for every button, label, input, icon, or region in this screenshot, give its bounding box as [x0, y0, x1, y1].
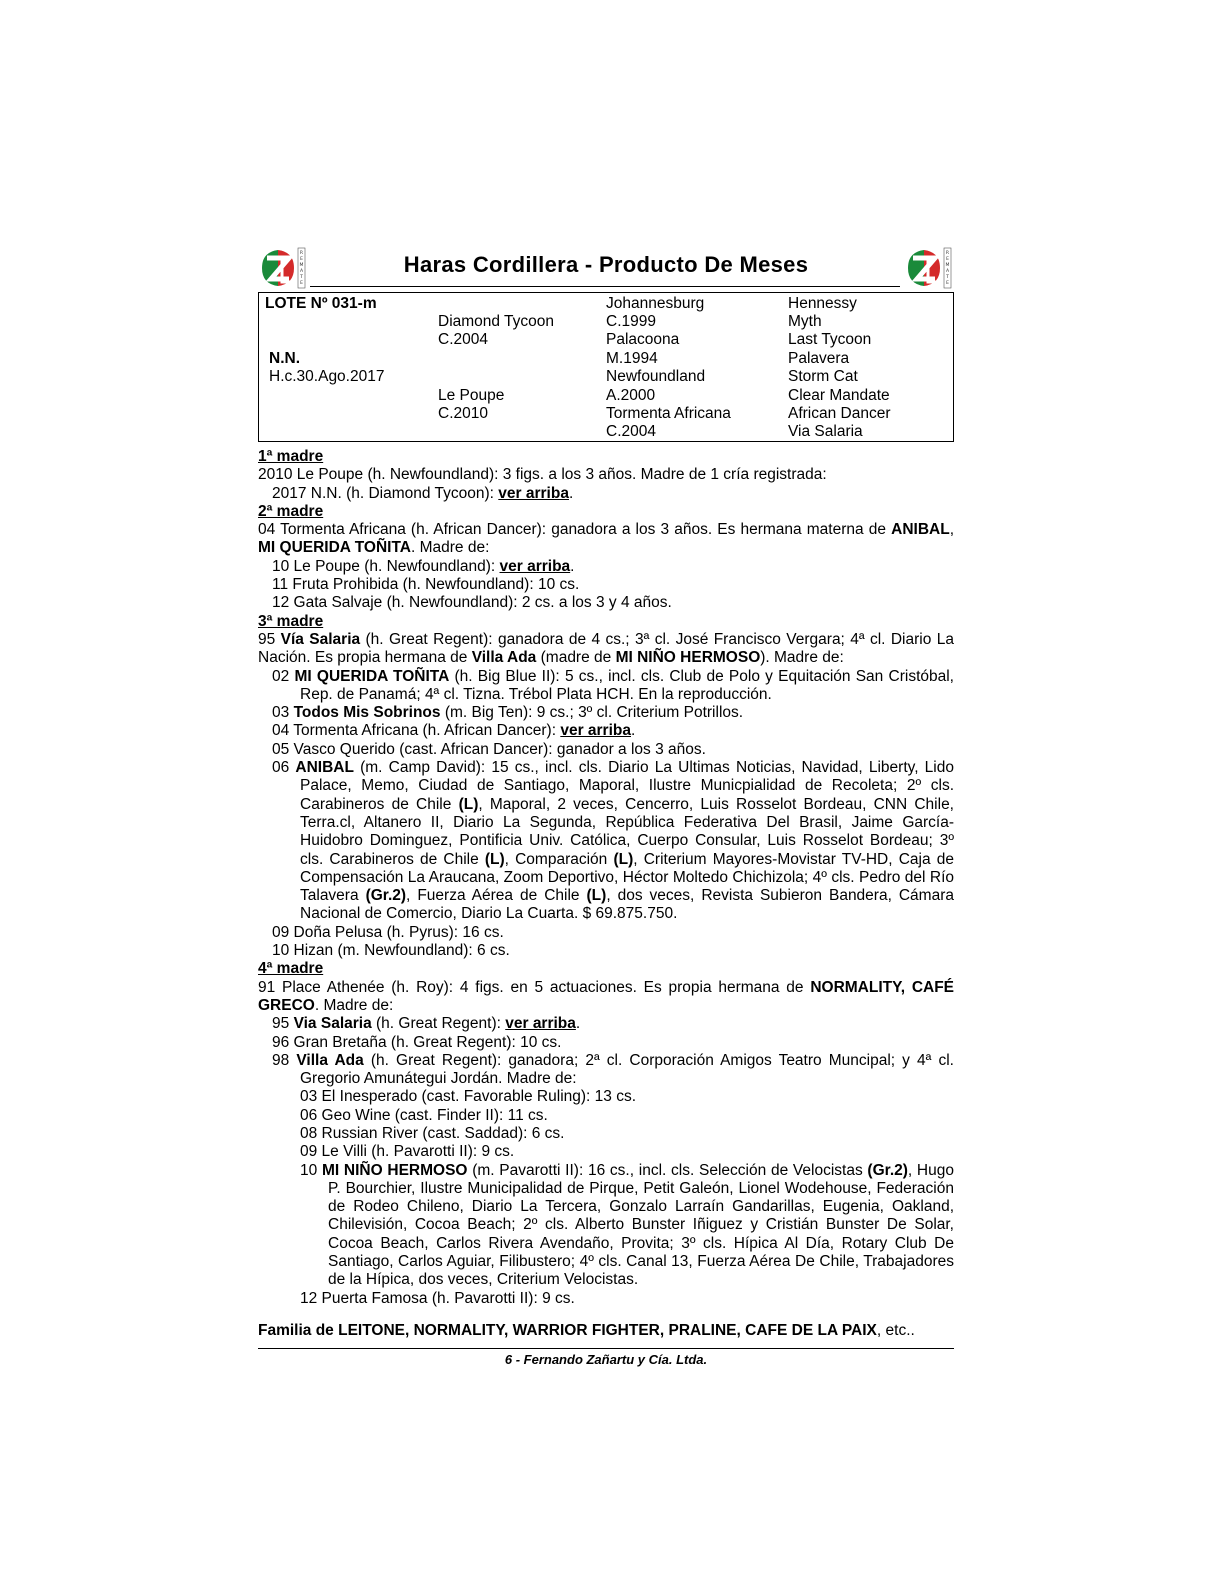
section-heading: 4ª madre [258, 960, 324, 978]
gen2-entry: Tormenta Africana [606, 405, 731, 422]
page-header [258, 242, 954, 290]
dam-info: C.2010 [438, 405, 488, 422]
entry-paragraph: 09 Doña Pelusa (h. Pyrus): 16 cs. [272, 923, 504, 941]
svg-text:E: E [300, 281, 303, 286]
gen3-entry: Palavera [788, 350, 850, 367]
entry-paragraph: 02 MI QUERIDA TOÑITA (h. Big Blue II): 5 cs., incl. cls. Club de Polo y Equitación San Cristóbal, Rep. de Panamá; 4ª cl. Tizna. Trébol Plata HCH. En la reproducción. [272, 667, 954, 703]
gen3-entry: Clear Mandate [788, 387, 890, 404]
catalog-page [258, 242, 954, 1367]
sire-info: C.2004 [438, 331, 488, 348]
entry-paragraph: 10 Le Poupe (h. Newfoundland): ver arriba. [272, 557, 575, 575]
sire-name: Diamond Tycoon [438, 313, 555, 330]
horse-name: N.N. [269, 350, 300, 367]
svg-text:E: E [946, 257, 949, 262]
ver-arriba-link[interactable]: ver arriba [499, 557, 571, 575]
entry-paragraph: 12 Puerta Famosa (h. Pavarotti II): 9 cs. [300, 1289, 575, 1307]
dam-name: Le Poupe [438, 387, 505, 404]
gen2-entry: Newfoundland [606, 368, 706, 385]
lot-number: LOTE Nº 031-m [265, 295, 377, 312]
entry-paragraph: 03 Todos Mis Sobrinos (m. Big Ten): 9 cs.; 3º cl. Criterium Potrillos. [272, 704, 744, 722]
entry-paragraph: 05 Vasco Querido (cast. African Dancer): ganador a los 3 años. [272, 740, 706, 758]
svg-text:A: A [299, 269, 304, 274]
footer-rule [258, 1348, 954, 1349]
svg-text:E: E [946, 281, 949, 286]
section-heading: 1ª madre [258, 448, 324, 465]
entry-paragraph: 09 Le Villi (h. Pavarotti II): 9 cs. [300, 1143, 515, 1161]
svg-text:E: E [300, 257, 303, 262]
entry-paragraph: 2010 Le Poupe (h. Newfoundland): 3 figs. a los 3 años. Madre de 1 cría registrada: [258, 466, 827, 484]
entry-paragraph: 06 Geo Wine (cast. Finder II): 11 cs. [300, 1106, 548, 1124]
entry-paragraph: 11 Fruta Prohibida (h. Newfoundland): 10 cs. [272, 576, 580, 594]
entry-paragraph: 03 El Inesperado (cast. Favorable Ruling): 13 cs. [300, 1088, 637, 1106]
gen2-entry: Palacoona [606, 331, 680, 348]
gen2-entry: Johannesburg [606, 295, 705, 312]
gen3-entry: Hennessy [788, 295, 857, 312]
svg-text:M: M [299, 263, 304, 268]
horse-details: H.c.30.Ago.2017 [269, 368, 385, 385]
svg-text:A: A [945, 269, 950, 274]
entry-paragraph: 08 Russian River (cast. Saddad): 6 cs. [300, 1124, 565, 1142]
entry-paragraph: 98 Villa Ada (h. Great Regent): ganadora; 2ª cl. Corporación Amigos Teatro Muncipal; y 4ª cl. Gregorio Amunátegui Jordán. Madre de: [272, 1051, 954, 1088]
gen3-entry: Last Tycoon [788, 331, 872, 348]
entry-paragraph: 95 Via Salaria (h. Great Regent): ver arriba. [272, 1015, 581, 1033]
entry-paragraph: 10 MI NIÑO HERMOSO (m. Pavarotti II): 16 cs., incl. cls. Selección de Velocistas (Gr.2), Hugo P. Bourchier, Ilustre Municipalidad de Pirque, Petit Galeón, Lionel Wodehouse, Federación de Rodeo Chileno, Diario La Tercera, Gonzalo Larraín Gandarillas, Eugenia, Oakland, Chilevisión, Cocoa Beach; 2º cls. Alberto Bunster Iñiguez y Cristián Bunster De Solar, Cocoa Beach, Carlos Rivera Avendaño, Provita; 3º cls. Hípica Al Día, Rotary Club De Santiago, Carlos Aguiar, Filibustero; 4º cls. Canal 13, Fuerza Aérea De Chile, Trabajadores de la Hípica, dos veces, Criterium Velocistas. [300, 1161, 954, 1289]
family-note [258, 1322, 954, 1340]
family-suffix: , etc.. [876, 1321, 915, 1339]
pedigree-table [258, 292, 954, 442]
gen2-entry: M.1994 [606, 350, 658, 367]
gen2-entry: C.2004 [606, 423, 656, 440]
section-heading: 2ª madre [258, 502, 324, 520]
entry-paragraph: 06 ANIBAL (m. Camp David): 15 cs., incl. cls. Diario La Ultimas Noticias, Navidad, Liberty, Lido Palace, Memo, Ciudad de Santiago, Maporal, Ilustre Municpialidad de Recoleta; 2º cls. Carabineros de Chile (L), Maporal, 2 veces, Cencerro, Luis Rosselot Bordeau, CNN Chile, Terra.cl, Altanero II, Diario La Segunda, República Federativa Del Brasil, Jaime García-Huidobro Dominguez, Pontificia Univ. Católica, Cuerpo Consular, Luis Rosselot Bordeau; 3º cls. Carabineros de Chile (L), Comparación (L), Criterium Mayores-Movistar TV-HD, Caja de Compensación La Araucana, Zoom Deportivo, Héctor Moltedo Chichizola; 4º cls. Pedro del Río Talavera (Gr.2), Fuerza Aérea de Chile (L), dos veces, Revista Subieron Bandera, Cámara Nacional de Comercio, Diario La Cuarta. $ 69.875.750. [272, 759, 954, 923]
gen3-entry: Myth [788, 313, 822, 330]
gen3-entry: African Dancer [788, 405, 891, 422]
ver-arriba-link[interactable]: ver arriba [560, 722, 631, 740]
page-footer: 6 - Fernando Zañartu y Cía. Ltda. [504, 1351, 708, 1367]
entry-paragraph: 95 Vía Salaria (h. Great Regent): ganadora de 4 cs.; 3ª cl. José Francisco Vergara; 4ª cl. Diario La Nación. Es propia hermana de Villa Ada (madre de MI NIÑO HERMOSO). Madre de: [258, 630, 954, 667]
gen2-entry: A.2000 [606, 387, 656, 404]
gen3-entry: Storm Cat [788, 368, 858, 385]
svg-text:T: T [300, 275, 303, 280]
zanartu-logo-icon [904, 246, 954, 290]
entry-paragraph: 10 Hizan (m. Newfoundland): 6 cs. [272, 942, 510, 960]
svg-text:R: R [945, 251, 950, 256]
section-heading: 3ª madre [258, 612, 324, 630]
gen3-entry: Via Salaria [788, 423, 863, 440]
entry-paragraph: 12 Gata Salvaje (h. Newfoundland): 2 cs. a los 3 y 4 años. [272, 594, 672, 612]
family-list: Familia de LEITONE, NORMALITY, WARRIOR FIGHTER, PRALINE, CAFE DE LA PAIX [258, 1321, 877, 1339]
entry-paragraph: 2017 N.N. (h. Diamond Tycoon): ver arriba. [272, 484, 574, 502]
dam-line-body [258, 448, 954, 1308]
ver-arriba-link[interactable]: ver arriba [498, 484, 569, 502]
svg-text:R: R [299, 251, 304, 256]
entry-paragraph: 04 Tormenta Africana (h. African Dancer): ver arriba. [272, 722, 636, 740]
page-title: Haras Cordillera - Producto De Meses [403, 252, 809, 277]
ver-arriba-link[interactable]: ver arriba [505, 1015, 576, 1033]
svg-text:T: T [946, 275, 949, 280]
entry-paragraph: 91 Place Athenée (h. Roy): 4 figs. en 5 actuaciones. Es propia hermana de NORMALITY, CAFÉ GRECO. Madre de: [258, 978, 955, 1014]
header-rule [310, 286, 900, 287]
svg-text:M: M [945, 263, 950, 268]
entry-paragraph: 04 Tormenta Africana (h. African Dancer): ganadora a los 3 años. Es hermana materna de ANIBAL, MI QUERIDA TOÑITA. Madre de: [258, 521, 954, 557]
entry-paragraph: 96 Gran Bretaña (h. Great Regent): 10 cs. [272, 1033, 562, 1051]
gen2-entry: C.1999 [606, 313, 656, 330]
